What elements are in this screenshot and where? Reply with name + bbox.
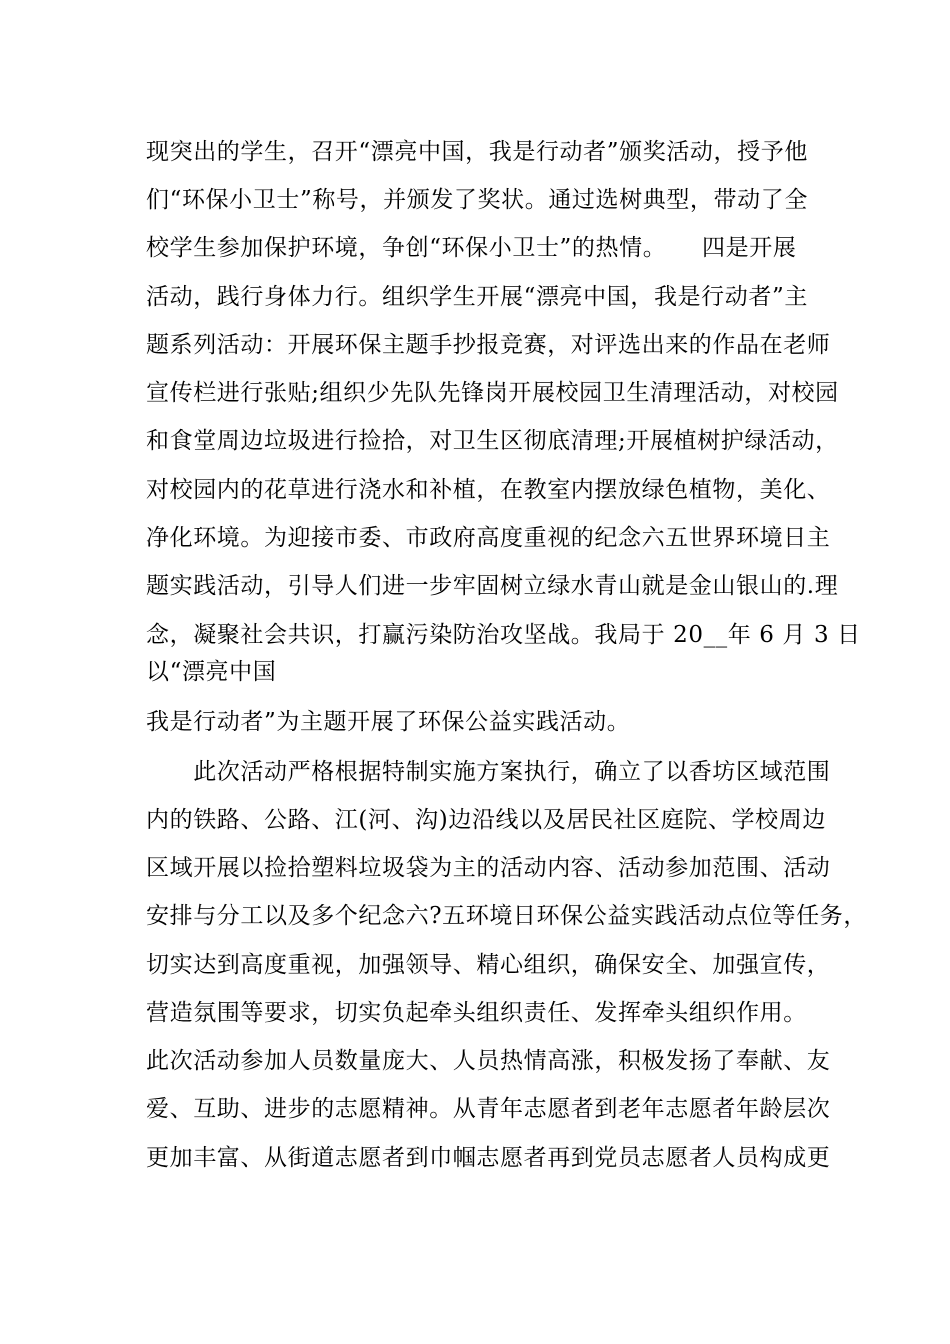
text-line: 此次活动严格根据特制实施方案执行，确立了以香坊区域范围 bbox=[146, 759, 831, 785]
text-line: 对校园内的花草进行浇水和补植，在教室内摆放绿色植物，美化、 bbox=[146, 477, 831, 503]
text-line: 爱、互助、进步的志愿精神。从青年志愿者到老年志愿者年龄层次 bbox=[146, 1096, 831, 1122]
text-line: 切实达到高度重视，加强领导、精心组织，确保安全、加强宣传， bbox=[146, 952, 831, 978]
text-line: 现突出的学生，召开“漂亮中国，我是行动者”颁奖活动，授予他 bbox=[146, 139, 808, 165]
text-line: 念，凝聚社会共识，打赢污染防治攻坚战。我局于 20__年 6 月 3 日 bbox=[146, 622, 861, 648]
text-line: 营造氛围等要求，切实负起牵头组织责任、发挥牵头组织作用。 bbox=[146, 1000, 807, 1026]
text-line: 此次活动参加人员数量庞大、人员热情高涨，积极发扬了奉献、友 bbox=[146, 1048, 831, 1074]
text-line: 我是行动者”为主题开展了环保公益实践活动。 bbox=[146, 709, 631, 735]
text-line: 们“环保小卫士”称号，并颁发了奖状。通过选树典型，带动了全 bbox=[146, 187, 808, 213]
text-line: 净化环境。为迎接市委、市政府高度重视的纪念六五世界环境日主 bbox=[146, 525, 831, 551]
text-line: 更加丰富、从街道志愿者到巾帼志愿者再到党员志愿者人员构成更 bbox=[146, 1145, 831, 1171]
text-line: 以“漂亮中国 bbox=[146, 659, 277, 685]
text-line: 区域开展以捡拾塑料垃圾袋为主的活动内容、活动参加范围、活动 bbox=[146, 855, 831, 881]
text-line: 校学生参加保护环境，争创“环保小卫士”的热情。 四是开展 bbox=[146, 235, 797, 261]
text-line: 和食堂周边垃圾进行捡拾，对卫生区彻底清理;开展植树护绿活动， bbox=[146, 428, 839, 454]
text-line: 活动，践行身体力行。组织学生开展“漂亮中国，我是行动者”主 bbox=[146, 284, 808, 310]
text-line: 宣传栏进行张贴;组织少先队先锋岗开展校园卫生清理活动，对校园 bbox=[146, 380, 839, 406]
text-line: 题实践活动，引导人们进一步牢固树立绿水青山就是金山银山的.理 bbox=[146, 573, 839, 599]
text-line: 安排与分工以及多个纪念六?五环境日环保公益实践活动点位等任务， bbox=[146, 903, 867, 929]
text-line: 题系列活动：开展环保主题手抄报竞赛，对评选出来的作品在老师 bbox=[146, 332, 831, 358]
text-line: 内的铁路、公路、江(河、沟)边沿线以及居民社区庭院、学校周边 bbox=[146, 807, 826, 833]
